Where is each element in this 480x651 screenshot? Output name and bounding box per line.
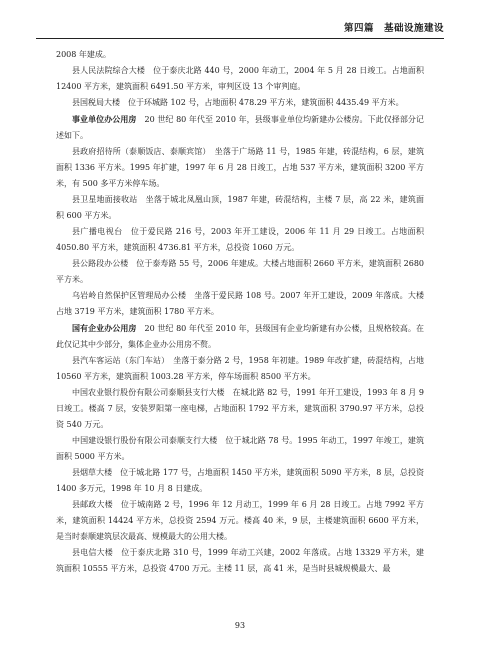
paragraph bbox=[56, 433, 424, 465]
paragraph bbox=[56, 353, 424, 385]
paragraph bbox=[56, 465, 424, 497]
section-heading: 国有企业办公用房 bbox=[72, 323, 137, 333]
paragraph-text: 县烟草大楼 位于城北路 177 号，占地面积 1450 平方米，建筑面积 5090 平方米，8 层，总投资 1400 多万元，1998 年 10 月 8 日建成。 bbox=[56, 468, 424, 493]
paragraph bbox=[56, 224, 424, 256]
paragraph bbox=[56, 63, 424, 95]
paragraph bbox=[56, 320, 424, 353]
paragraph-text: 县国税局大楼 位于环城路 102 号，占地面积 478.29 平方米，建筑面积 4435.49 平方米。 bbox=[72, 98, 404, 107]
paragraph-text: 2008 年建成。 bbox=[56, 50, 111, 59]
section-heading: 事业单位办公用房 bbox=[72, 114, 137, 124]
paragraph bbox=[56, 192, 424, 224]
paragraph-text: 中国建设银行股份有限公司泰顺支行大楼 位于城北路 78 号。1995 年动工，1997 年竣工，建筑面积 5000 平方米。 bbox=[56, 436, 424, 461]
paragraph-text: 县卫星地面接收站 坐落于城北凤凰山顶，1987 年建，砖混结构，主楼 7 层，高 22 米，建筑面积 600 平方米。 bbox=[56, 195, 424, 220]
paragraph bbox=[56, 545, 424, 577]
chapter-title: 第四篇 基础设施建设 bbox=[343, 23, 444, 34]
page-number: 93 bbox=[234, 621, 246, 630]
paragraph bbox=[56, 256, 424, 288]
paragraph-text: 县汽车客运站（东门车站） 坐落于泰分路 2 号，1958 年初建。1989 年改扩建，砖混结构，占地 10560 平方米，建筑面积 1003.28 平方米，停车场面积 8500 平方米。 bbox=[56, 356, 424, 381]
body-text bbox=[56, 47, 424, 577]
paragraph bbox=[56, 497, 424, 545]
paragraph bbox=[56, 47, 424, 63]
paragraph bbox=[56, 144, 424, 192]
paragraph-text: 中国农业银行股份有限公司泰顺县支行大楼 在城北路 82 号，1991 年开工建设，1993 年 8 月 9 日竣工。楼高 7 层，安装罗阳第一座电梯，占地面积 1792 平方米，建筑面积 3790.97 平方米，总投资 540 万元。 bbox=[56, 388, 424, 429]
paragraph-text: 县广播电视台 位于爱民路 216 号，2003 年开工建设，2006 年 11 月 29 日竣工。占地面积 4050.80 平方米，建筑面积 4736.81 平方米，总投资 1060 万元。 bbox=[56, 227, 424, 252]
paragraph bbox=[56, 111, 424, 144]
paragraph-text: 县电信大楼 位于泰庆北路 310 号，1999 年动工兴建，2002 年落成。占地 13329 平方米，建筑面积 10555 平方米，总投资 4700 万元。主楼 11 层，高 41 米，是当时县城规模最大、最 bbox=[56, 548, 424, 573]
paragraph-text: 县邮政大楼 位于城南路 2 号，1996 年 12 月动工，1999 年 6 月 28 日竣工。占地 7992 平方米，建筑面积 14424 平方米，总投资 2594 万元。楼高 40 米，9 层，主楼建筑面积 6600 平方米，是当时泰顺建筑层次最高、规模最大的公用大楼。 bbox=[56, 500, 424, 541]
paragraph-text: 乌岩岭自然保护区管理局办公楼 坐落于爱民路 108 号。2007 年开工建设，2009 年落成。大楼占地 3719 平方米，建筑面积 1780 平方米。 bbox=[56, 291, 424, 316]
paragraph bbox=[56, 95, 424, 111]
header-rule bbox=[36, 38, 444, 39]
paragraph-text: 县人民法院综合大楼 位于泰庆北路 440 号，2000 年动工，2004 年 5 月 28 日竣工。占地面积 12400 平方米，建筑面积 6491.50 平方米，审判区设 13 个审判庭。 bbox=[56, 66, 424, 91]
paragraph bbox=[56, 288, 424, 320]
paragraph bbox=[56, 385, 424, 433]
paragraph-text: 县公路段办公楼 位于泰寿路 55 号，2006 年建成。大楼占地面积 2660 平方米，建筑面积 2680 平方米。 bbox=[56, 259, 424, 284]
paragraph-text: 20 世纪 80 年代至 2010 年，县级事业单位均新建办公楼房。下此仅择部分记述如下。 bbox=[56, 115, 424, 140]
paragraph-text: 县政府招待所（泰顺饭店、泰顺宾馆） 坐落于广场路 11 号，1985 年建，砖混结构，6 层，建筑面积 1336 平方米。1995 年扩建，1997 年 6 月 28 日竣工，占地 537 平方米，建筑面积 3200 平方米，有 500 多平方米停车场。 bbox=[56, 147, 424, 188]
paragraph-text: 20 世纪 80 年代至 2010 年，县级国有企业均新建有办公楼，且规格较高。在此仅记其中少部分，集体企业办公用房不赘。 bbox=[56, 324, 424, 349]
